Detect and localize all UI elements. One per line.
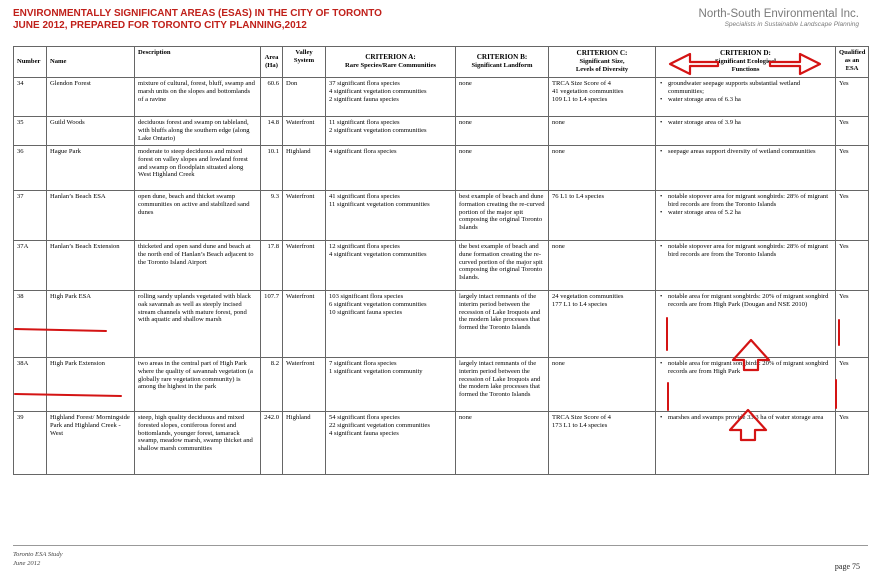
list-item: 2 significant fauna species: [329, 95, 399, 103]
cell-criterion-b: [456, 412, 549, 475]
cell-criterion-d: [656, 146, 836, 191]
document-title: [13, 8, 382, 32]
col-criterion-c: CRITERION C: Significant Size, Levels of Diversity: [549, 47, 656, 78]
list-item: largely intact remnants of the interim period between the recession of Lake Iroquois and the modern lake processes that formed the Toronto Islands: [459, 360, 541, 399]
cell-criterion-c: [549, 146, 656, 191]
cell-criterion-b: [456, 191, 549, 241]
list-item: • groundwater seepage supports substantial wetland communities;: [659, 80, 832, 96]
col-name: Name: [47, 47, 135, 78]
cell-area: 107.7: [261, 291, 283, 358]
cell-criterion-c: [549, 412, 656, 475]
cell-qualified: Yes: [836, 146, 869, 191]
footer-study: Toronto ESA Study: [13, 551, 63, 558]
table-row: [14, 291, 869, 358]
cell-criterion-b: [456, 241, 549, 291]
cell-qualified: Yes: [836, 117, 869, 146]
list-item: 11 significant vegetation communities: [329, 200, 430, 208]
cell-criterion-d: [656, 358, 836, 412]
list-item: 22 significant vegetation communities: [329, 421, 430, 429]
esa-name: High Park ESA: [50, 293, 92, 300]
list-item: 103 significant flora species: [329, 293, 404, 300]
cell-criterion-d: [656, 291, 836, 358]
cell-number: 37: [14, 191, 47, 241]
list-item: 1 significant vegetation community: [329, 367, 423, 375]
esa-name: Highland Forest/ Morningside Park and Highland Creek - West: [50, 414, 130, 437]
cell-criterion-d: [656, 191, 836, 241]
list-item: 6 significant vegetation communities: [329, 300, 427, 308]
col-number: Number: [14, 47, 47, 78]
cell-criterion-d: [656, 78, 836, 117]
table-row: [14, 191, 869, 241]
list-item: the best example of beach and dune formation creating the re-curved portion of the major spit composing the original Toronto Islands.: [459, 243, 543, 282]
list-item: 4 significant vegetation communities: [329, 250, 427, 258]
cell-area: 242.0: [261, 412, 283, 475]
list-item: none: [552, 360, 565, 367]
footer-study-info: [13, 550, 63, 568]
cell-qualified: Yes: [836, 358, 869, 412]
list-item: TRCA Size Score of 4: [552, 80, 611, 87]
list-item: none: [552, 119, 565, 126]
list-item: 2 significant vegetation communities: [329, 126, 427, 134]
cell-description: deciduous forest and swamp on tableland, with bluffs along the southern edge (along Lake Ontario): [135, 117, 261, 146]
col-criterion-b: CRITERION B: Significant Landform: [456, 47, 549, 78]
list-item: 76 L1 to L4 species: [552, 193, 605, 200]
list-item: none: [459, 148, 472, 155]
list-item: 4 significant fauna species: [329, 429, 399, 437]
list-item: 10 significant fauna species: [329, 308, 403, 316]
table-row: [14, 117, 869, 146]
footer-date: June 2012: [13, 560, 41, 567]
esa-table: [13, 46, 869, 475]
cell-criterion-a: [326, 146, 456, 191]
list-item: 41 significant flora species: [329, 193, 400, 200]
cell-area: 8.2: [261, 358, 283, 412]
cell-criterion-c: [549, 291, 656, 358]
cell-number: 38A: [14, 358, 47, 412]
cell-valley: Waterfront: [283, 291, 326, 358]
list-item: • water storage area of 3.9 ha: [659, 119, 832, 127]
cell-qualified: Yes: [836, 241, 869, 291]
footer-divider: [13, 545, 868, 546]
list-item: • water storage area of 5.2 ha: [659, 209, 832, 217]
list-item: 24 vegetation communities: [552, 293, 624, 300]
list-item: 109 L1 to L4 species: [552, 95, 608, 103]
list-item: none: [459, 80, 472, 87]
col-valley: Valley System: [283, 47, 326, 78]
cell-name: [47, 146, 135, 191]
cell-number: 39: [14, 412, 47, 475]
list-item: 11 significant flora species: [329, 119, 400, 126]
cell-criterion-b: [456, 358, 549, 412]
list-item: 177 L1 to L4 species: [552, 300, 608, 308]
cell-criterion-a: [326, 78, 456, 117]
cell-name: [47, 412, 135, 475]
cell-number: 38: [14, 291, 47, 358]
page-number: page 75: [834, 562, 860, 571]
col-description: Description: [135, 47, 261, 78]
cell-area: 60.6: [261, 78, 283, 117]
table-row: [14, 358, 869, 412]
table-row: [14, 241, 869, 291]
list-item: • notable stopover area for migrant songbirds: 28% of migrant bird records are from the Toronto Islands: [659, 193, 832, 209]
cell-description: thicketed and open sand dune and beach at the north end of Hanlan’s Beach adjacent to the Toronto Island Airport: [135, 241, 261, 291]
cell-name: [47, 358, 135, 412]
esa-name: Hanlan’s Beach ESA: [50, 193, 106, 200]
list-item: 173 L1 to L4 species: [552, 421, 608, 429]
cell-name: [47, 241, 135, 291]
title-line-1: ENVIRONMENTALLY SIGNIFICANT AREAS (ESAS) IN THE CITY OF TORONTO: [13, 8, 382, 19]
cell-criterion-a: [326, 241, 456, 291]
cell-name: [47, 78, 135, 117]
cell-area: 14.8: [261, 117, 283, 146]
list-item: • notable area for migrant songbirds: 20% of migrant songbird records are from High Park: [659, 360, 832, 376]
cell-criterion-a: [326, 291, 456, 358]
cell-number: 34: [14, 78, 47, 117]
cell-description: open dune, beach and thicket swamp communities on active and stabilized sand dunes: [135, 191, 261, 241]
cell-criterion-a: [326, 412, 456, 475]
list-item: • seepage areas support diversity of wetland communities: [659, 148, 832, 156]
cell-criterion-a: [326, 117, 456, 146]
cell-valley: Waterfront: [283, 241, 326, 291]
cell-qualified: Yes: [836, 412, 869, 475]
company-tagline: Specialists in Sustainable Landscape Planning: [724, 21, 859, 28]
list-item: • notable area for migrant songbirds: 20% of migrant songbird records are from High Park (Dougan and NSE 2010): [659, 293, 832, 309]
esa-name: Hanlan’s Beach Extension: [50, 243, 120, 250]
list-item: TRCA Size Score of 4: [552, 414, 611, 421]
cell-valley: Don: [283, 78, 326, 117]
cell-area: 10.1: [261, 146, 283, 191]
cell-name: [47, 191, 135, 241]
cell-valley: Waterfront: [283, 358, 326, 412]
cell-description: rolling sandy uplands vegetated with black oak savannah as well as steeply incised stream channels with mature forest, pond with aquatic and shallow marsh: [135, 291, 261, 358]
list-item: none: [459, 414, 472, 421]
table-row: [14, 146, 869, 191]
cell-criterion-a: [326, 191, 456, 241]
table-row: [14, 78, 869, 117]
cell-area: 17.8: [261, 241, 283, 291]
list-item: 37 significant flora species: [329, 80, 400, 87]
table-header-row: [14, 47, 869, 78]
list-item: 54 significant flora species: [329, 414, 400, 421]
cell-number: 37A: [14, 241, 47, 291]
cell-valley: Waterfront: [283, 191, 326, 241]
cell-criterion-c: [549, 241, 656, 291]
list-item: largely intact remnants of the interim period between the recession of Lake Iroquois and the modern lake processes that formed the Toronto Islands: [459, 293, 541, 332]
list-item: • notable stopover area for migrant songbirds: 28% of migrant bird records are from the Toronto Islands: [659, 243, 832, 259]
cell-criterion-c: [549, 358, 656, 412]
cell-criterion-b: [456, 146, 549, 191]
cell-valley: Highland: [283, 412, 326, 475]
esa-name: Guild Woods: [50, 119, 85, 126]
list-item: none: [459, 119, 472, 126]
cell-criterion-d: [656, 117, 836, 146]
list-item: 12 significant flora species: [329, 243, 400, 250]
table-row: [14, 412, 869, 475]
cell-criterion-c: [549, 117, 656, 146]
company-name: North-South Environmental Inc.: [698, 8, 859, 20]
cell-criterion-d: [656, 412, 836, 475]
list-item: 7 significant flora species: [329, 360, 397, 367]
cell-criterion-c: [549, 78, 656, 117]
esa-name: High Park Extension: [50, 360, 105, 367]
list-item: 4 significant vegetation communities: [329, 87, 427, 95]
cell-valley: Highland: [283, 146, 326, 191]
cell-criterion-b: [456, 78, 549, 117]
cell-qualified: Yes: [836, 78, 869, 117]
cell-number: 36: [14, 146, 47, 191]
cell-criterion-c: [549, 191, 656, 241]
cell-description: two areas in the central part of High Park where the quality of savannah vegetation (a globally rare vegetation community) is among the highest in the park: [135, 358, 261, 412]
cell-criterion-b: [456, 291, 549, 358]
cell-area: 9.3: [261, 191, 283, 241]
cell-valley: Waterfront: [283, 117, 326, 146]
cell-criterion-a: [326, 358, 456, 412]
list-item: • water storage area of 6.3 ha: [659, 96, 832, 104]
list-item: 4 significant flora species: [329, 148, 397, 155]
cell-description: mixture of cultural, forest, bluff, swamp and marsh units on the slopes and bottomlands of a ravine: [135, 78, 261, 117]
cell-name: [47, 291, 135, 358]
esa-name: Glendon Forest: [50, 80, 91, 87]
cell-description: moderate to steep deciduous and mixed forest on valley slopes and lowland forest and swamp on floodplain situated along West Highland Creek: [135, 146, 261, 191]
cell-qualified: Yes: [836, 291, 869, 358]
esa-name: Hague Park: [50, 148, 81, 155]
list-item: best example of beach and dune formation creating the re-curved portion of the major spit composing the original Toronto Islands: [459, 193, 545, 232]
list-item: • marshes and swamps provide 33.3 ha of water storage area: [659, 414, 832, 422]
col-qualified: Qualified as an ESA: [836, 47, 869, 78]
col-criterion-a: CRITERION A: Rare Species/Rare Communities: [326, 47, 456, 78]
cell-criterion-d: [656, 241, 836, 291]
list-item: none: [552, 243, 565, 250]
cell-description: steep, high quality deciduous and mixed forested slopes, coniferous forest and bottomlands, younger forest, tamarack swamp, meadow marsh, swamp thicket and shallow marsh communities: [135, 412, 261, 475]
list-item: none: [552, 148, 565, 155]
company-logo: [699, 8, 859, 29]
title-line-2: JUNE 2012, PREPARED FOR TORONTO CITY PLANNING,2012: [13, 20, 307, 31]
cell-criterion-b: [456, 117, 549, 146]
col-criterion-d: CRITERION D: Significant Ecological Functions: [656, 47, 836, 78]
list-item: 41 vegetation communities: [552, 87, 624, 95]
cell-number: 35: [14, 117, 47, 146]
table-body: [14, 78, 869, 475]
cell-name: [47, 117, 135, 146]
col-area: Area (Ha): [261, 47, 283, 78]
cell-qualified: Yes: [836, 191, 869, 241]
